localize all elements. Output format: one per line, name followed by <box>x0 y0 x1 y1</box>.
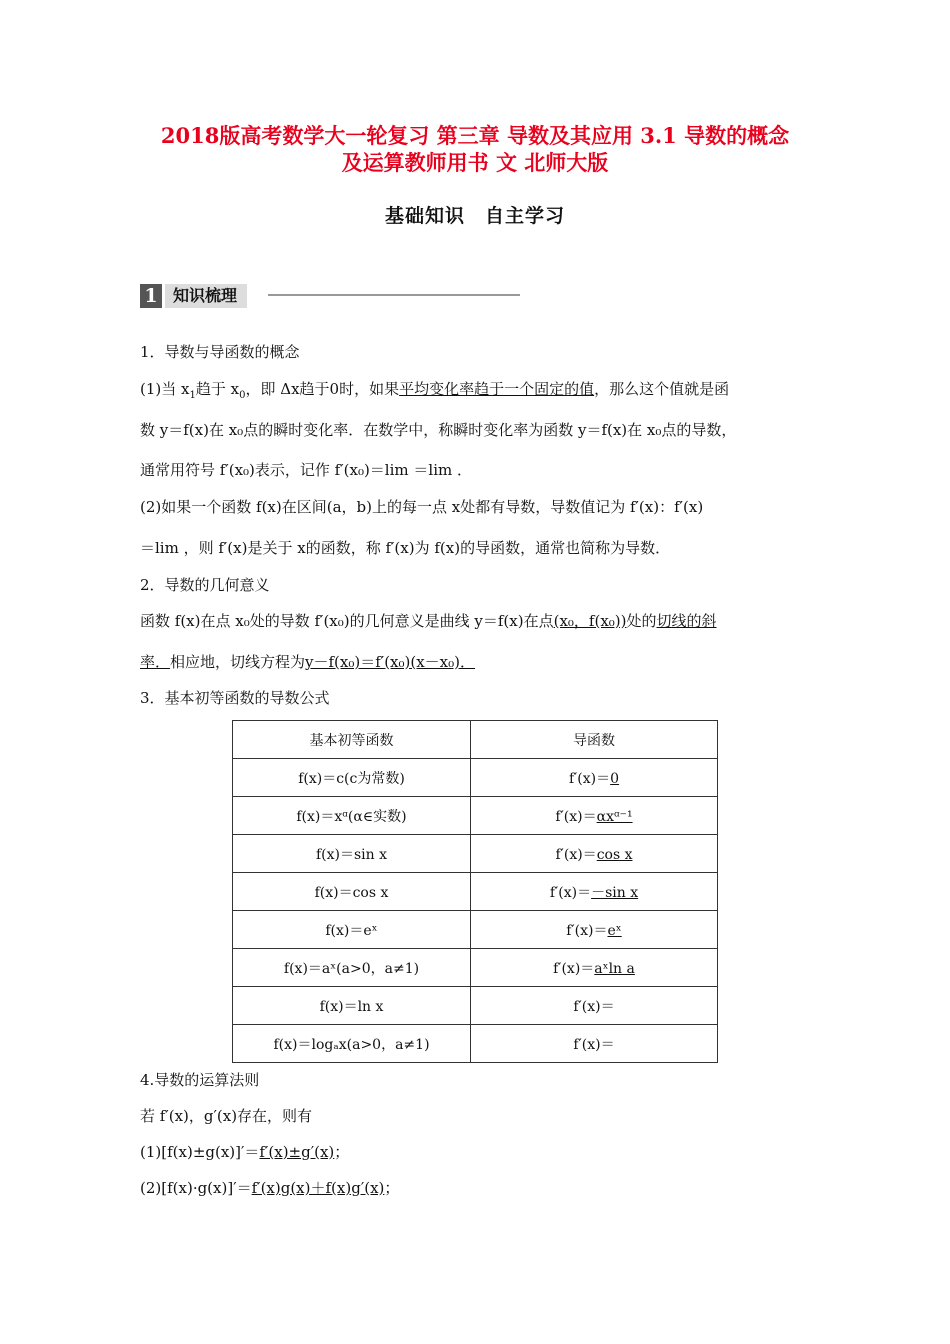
text: ； <box>384 1179 400 1197</box>
table-row <box>233 797 718 835</box>
underlined-answer: 率． <box>140 653 171 671</box>
derivative-answer: aˣln a <box>594 960 635 977</box>
section-number: 1 <box>140 284 162 308</box>
function-cell: f(x)＝logₐx(a>0，a≠1) <box>233 1025 471 1063</box>
paragraph-2-line-2: ＝lim ，则 f′(x)是关于 x的函数，称 f′(x)为 f(x)的导函数，通常也简称为导数． <box>140 539 671 557</box>
derivative-prefix: f′(x)＝ <box>555 846 597 863</box>
paragraph-4: 若 f′(x)，g′(x)存在，则有 <box>140 1107 313 1125</box>
derivative-answer: 0 <box>610 770 620 787</box>
paragraph-1-line-2: 数 y＝f(x)在 x₀点的瞬时变化率．在数学中，称瞬时变化率为函数 y＝f(x)在 x₀点的导数， <box>140 421 737 439</box>
doc-title-line-2: 及运算教师用书 文 北师大版 <box>341 150 609 175</box>
derivative-prefix: f′(x)＝ <box>573 1036 615 1053</box>
function-cell: f(x)＝eˣ <box>233 911 471 949</box>
derivative-answer: αxᵅ⁻¹ <box>596 808 633 825</box>
derivative-prefix: f′(x)＝ <box>553 960 595 977</box>
function-cell: f(x)＝aˣ(a>0，a≠1) <box>233 949 471 987</box>
table-row <box>233 835 718 873</box>
derivative-cell <box>471 911 718 949</box>
paragraph-1-line-1: (1)当 $x_1$趋于 $x_0$，即 Δx趋于0时，如果平均变化率趋于一个固定的值，那么这个值就是函 <box>140 380 730 401</box>
function-cell: f(x)＝ln x <box>233 987 471 1025</box>
table-header: 导函数 <box>471 721 718 759</box>
derivative-prefix: f′(x)＝ <box>573 998 615 1015</box>
derivative-cell <box>471 759 718 797</box>
section-divider <box>268 294 520 296</box>
derivative-cell <box>471 797 718 835</box>
text: 相应地，切线方程为 <box>170 653 306 671</box>
function-cell: f(x)＝c(c为常数) <box>233 759 471 797</box>
table-row <box>233 873 718 911</box>
section-title: 知识梳理 <box>165 284 247 308</box>
text: ； <box>334 1143 350 1161</box>
heading-derivative-formulas: 3．基本初等函数的导数公式 <box>140 689 330 707</box>
table-row <box>233 759 718 797</box>
derivative-answer: －sin x <box>591 884 639 901</box>
derivative-prefix: f′(x)＝ <box>549 884 592 901</box>
underlined-answer: (x₀，f(x₀)) <box>553 612 627 630</box>
function-cell: f(x)＝xᵅ(α∈实数) <box>233 797 471 835</box>
underlined-answer: 切线的斜 <box>656 612 717 630</box>
text: 函数 f(x)在点 x₀处的导数 f′(x₀)的几何意义是曲线 y＝f(x)在点 <box>140 612 554 630</box>
derivative-answer: eˣ <box>607 922 622 939</box>
paragraph-3-line-1 <box>140 611 717 631</box>
heading-derivative-concept: 1．导数与导函数的概念 <box>140 343 300 361</box>
derivative-answer: cos x <box>596 846 633 863</box>
doc-subtitle: 基础知识 自主学习 <box>384 205 565 227</box>
text: (2)[f(x)·g(x)]′＝ <box>140 1179 252 1197</box>
paragraph-3-line-2 <box>140 652 475 672</box>
derivative-cell <box>471 1025 718 1063</box>
derivative-cell <box>471 987 718 1025</box>
function-cell: f(x)＝cos x <box>233 873 471 911</box>
text: ，那么这个值就是函 <box>594 380 730 398</box>
derivative-prefix: f′(x)＝ <box>568 770 611 787</box>
table-row <box>233 987 718 1025</box>
derivative-prefix: f′(x)＝ <box>566 922 608 939</box>
underlined-answer: 平均变化率趋于一个固定的值 <box>399 380 595 398</box>
table-row <box>233 1025 718 1063</box>
table-row <box>233 949 718 987</box>
table-header: 基本初等函数 <box>233 721 471 759</box>
table-header-row <box>233 721 718 759</box>
derivative-cell <box>471 949 718 987</box>
underlined-answer: f′(x)g(x)＋f(x)g′(x) <box>251 1179 385 1197</box>
derivative-cell <box>471 835 718 873</box>
heading-operation-rules: 4.导数的运算法则 <box>140 1071 260 1089</box>
rule-1 <box>140 1142 349 1162</box>
doc-title-line-1: 2018版高考数学大一轮复习 第三章 导数及其应用 3.1 导数的概念 <box>160 123 790 148</box>
derivative-formula-table <box>232 720 718 1063</box>
derivative-cell <box>471 873 718 911</box>
paragraph-2-line-1: (2)如果一个函数 f(x)在区间(a，b)上的每一点 x处都有导数，导数值记为 f′(x)：f′(x) <box>140 498 704 516</box>
text: 处的 <box>626 612 657 630</box>
rule-2 <box>140 1178 399 1198</box>
text: 趋于 x <box>195 380 240 398</box>
text: ，即 Δx趋于0时，如果 <box>245 380 400 398</box>
derivative-prefix: f′(x)＝ <box>555 808 597 825</box>
text: (1)当 x <box>140 380 190 398</box>
text: (1)[f(x)±g(x)]′＝ <box>140 1143 260 1161</box>
heading-geometric-meaning: 2．导数的几何意义 <box>140 576 270 594</box>
function-cell: f(x)＝sin x <box>233 835 471 873</box>
underlined-answer: y－f(x₀)＝f′(x₀)(x－x₀)． <box>305 653 476 671</box>
paragraph-1-line-3: 通常用符号 f′(x₀)表示，记作 f′(x₀)＝lim ＝lim ． <box>140 461 472 479</box>
section-header <box>140 283 247 309</box>
underlined-answer: f′(x)±g′(x) <box>259 1143 335 1161</box>
table-row <box>233 911 718 949</box>
